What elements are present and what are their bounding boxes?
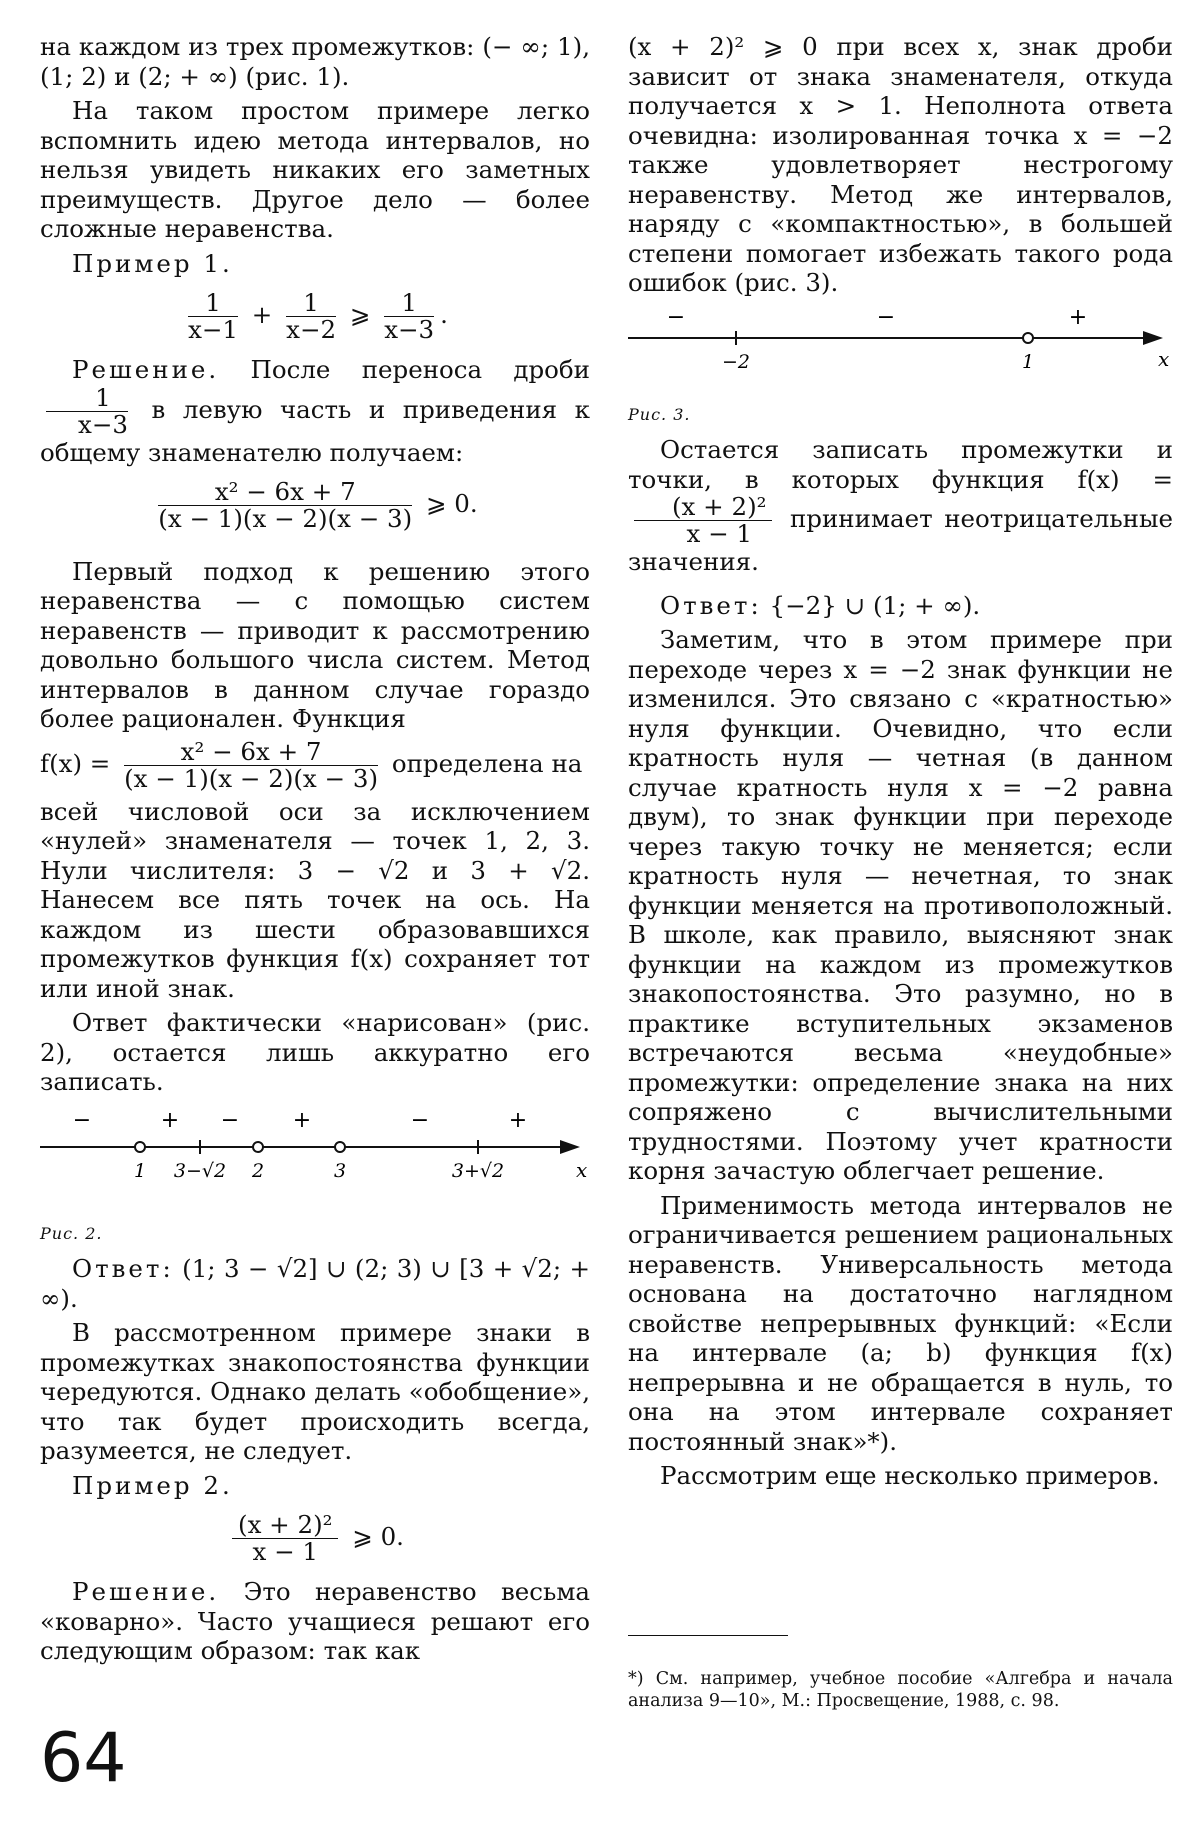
paragraph: Остается записать промежутки и точки, в которых функция f(x) = $\frac{\text{(x + 2)²}}{x - 1}$ принимает неотрицательные значения. — [628, 435, 1173, 576]
paragraph: Решение. Это неравенство весьма «коварно». Часто учащиеся решают его следующим образом: так как — [40, 1577, 590, 1665]
page-number: 64 — [40, 1719, 127, 1798]
point-marker — [1023, 333, 1033, 343]
right-column — [628, 32, 1173, 1496]
reduced-inequality: $\frac{\text{x² − 6x + 7}}{(x - 1)(x - 2)(x - 3)}$ ⩾ 0. — [158, 477, 478, 533]
axis-label: x — [576, 1157, 588, 1182]
paragraph: Ответ фактически «нарисован» (рис. 2), остается лишь аккуратно его записать. — [40, 1008, 590, 1096]
function-definition: f(x) = $\frac{\text{x² − 6x + 7}}{(x - 1)(x - 2)(x - 3)}$ определена на — [40, 736, 583, 793]
fraction: $\frac{1}{x-3}$ — [46, 385, 128, 438]
fraction: $\frac{1}{x-3}$ — [384, 288, 435, 344]
fraction: $\frac{\text{(x + 2)²}}{x - 1}$ — [232, 1512, 338, 1565]
example-2-inequality: $\frac{\text{(x + 2)²}}{x - 1}$ ⩾ 0. — [40, 1512, 590, 1565]
figure-3-number-line — [628, 306, 1173, 386]
point-label: 3−√2 — [173, 1159, 227, 1182]
solution-label: Решение. — [72, 355, 220, 384]
sign-mark: − — [666, 305, 686, 330]
sign-mark: + — [508, 1107, 528, 1133]
sign-mark: − — [410, 1107, 430, 1133]
figure-3-caption: Рис. 3. — [628, 404, 691, 424]
point-label: 3+√2 — [451, 1159, 505, 1182]
point-label: 3 — [333, 1159, 347, 1182]
example-1-label: Пример 1. — [72, 248, 233, 278]
paragraph: Решение. После переноса дроби $\frac{1}{x-3}$ в левую часть и приведения к общему знаменателю получаем: — [40, 355, 590, 467]
example-1-inequality: $\frac{1}{x-1}$ + $\frac{1}{x-2}$ ⩾ $\frac{1}{x-3}$ . — [188, 288, 448, 344]
point-marker — [135, 1142, 145, 1152]
point-label: 2 — [251, 1159, 265, 1182]
sign-mark: + — [292, 1107, 312, 1133]
paragraph: на каждом из трех промежутков: (− ∞; 1), (1; 2) и (2; + ∞) (рис. 1). — [40, 32, 590, 91]
paragraph: В рассмотренном примере знаки в промежутках знакопостоянства функции чередуются. Однако делать «обобщение», что так будет происходить всегда, разумеется, не следует. — [40, 1318, 590, 1465]
paragraph: всей числовой оси за исключением «нулей» знаменателя — точек 1, 2, 3. Нули числителя: 3 − √2 и 3 + √2. Нанесем все пять точек на ось. На каждом из шести образовавшихся промежутков функция f(x) сохраняет тот или иной знак. — [40, 796, 590, 1003]
point-marker — [253, 1142, 263, 1152]
fraction: $\frac{\text{x² − 6x + 7}}{(x - 1)(x - 2)(x - 3)}$ — [124, 736, 379, 793]
axis-label: x — [1158, 346, 1170, 371]
answer-2: Ответ: {−2} ∪ (1; + ∞). — [660, 590, 981, 620]
fig2-signs — [73, 1108, 527, 1133]
fraction: $\frac{1}{x-1}$ — [188, 288, 238, 344]
fraction: $\frac{1}{x-2}$ — [286, 288, 337, 344]
paragraph: Рассмотрим еще несколько примеров. — [660, 1461, 1160, 1490]
sign-mark: − — [220, 1107, 240, 1133]
point-label: −2 — [721, 350, 751, 373]
figure-2-caption: Рис. 2. — [40, 1223, 103, 1243]
left-column — [40, 32, 590, 1671]
fig3-signs — [667, 306, 1087, 330]
figure-2-number-line — [40, 1105, 590, 1205]
sign-mark: + — [160, 1107, 180, 1133]
point-label: 1 — [133, 1159, 147, 1182]
fraction: $\frac{\text{(x + 2)²}}{x - 1}$ — [634, 494, 772, 547]
footnote-rule — [628, 1635, 788, 1636]
paragraph: (x + 2)² ⩾ 0 при всех x, знак дроби зависит от знака знаменателя, откуда получается x > 1. Неполнота ответа очевидна: изолированная точка x = −2 также удовлетворяет нестрогому неравенству. Метод же интервалов, наряду с «компактностью», в большей степени помогает избежать такого рода ошибок (рис. 3). — [628, 32, 1173, 297]
axis-arrow — [560, 1140, 580, 1154]
axis-arrow — [1143, 331, 1163, 345]
paragraph: Применимость метода интервалов не ограничивается решением рациональных неравенств. Универсальность метода основана на достаточно наглядном свойстве непрерывных функций: «Если на интервале (a; b) функция f(x) непрерывна и не обращается в нуль, то она на этом интервале сохраняет постоянный знак»*). — [628, 1190, 1173, 1456]
point-marker — [335, 1142, 345, 1152]
paragraph: Заметим, что в этом примере при переходе через x = −2 знак функции не изменился. Это связано с «кратностью» нуля функции. Очевидно, что если кратность нуля — четная (в данном случае кратность нуля x = −2 равна двум), то знак функции при переходе через такую точку не меняется; если кратность нуля — нечетная, то знак функции меняется на противоположный. В школе, как правило, выясняют знак функции на каждом из промежутков знакопостоянства. Это разумно, но в практике вступительных экзаменов встречаются весьма «неудобные» промежутки: определение знака на них сопряжено с вычислительными трудностями. Поэтому учет кратности корня зачастую облегчает решение. — [628, 625, 1173, 1185]
example-2-label: Пример 2. — [72, 1470, 233, 1500]
answer-1: Ответ: (1; 3 − √2] ∪ (2; 3) ∪ [3 + √2; + ∞). — [40, 1254, 591, 1313]
sign-mark: − — [876, 305, 896, 330]
fraction: $\frac{\text{x² − 6x + 7}}{(x - 1)(x - 2)(x - 3)}$ — [158, 477, 413, 533]
paragraph: Первый подход к решению этого неравенства — с помощью систем неравенств — приводит к рассмотрению довольно большого числа систем. Метод интервалов в данном случае гораздо более рационален. Функция — [40, 556, 590, 733]
paragraph: На таком простом примере легко вспомнить идею метода интервалов, но нельзя увидеть никаких его заметных преимуществ. Другое дело — более сложные неравенства. — [40, 96, 590, 243]
sign-mark: − — [72, 1107, 92, 1133]
sign-mark: + — [1068, 305, 1088, 330]
footnote: *) См. например, учебное пособие «Алгебра и начала анализа 9—10», М.: Просвещение, 1988, с. 98. — [628, 1668, 1173, 1711]
point-label: 1 — [1021, 350, 1035, 373]
